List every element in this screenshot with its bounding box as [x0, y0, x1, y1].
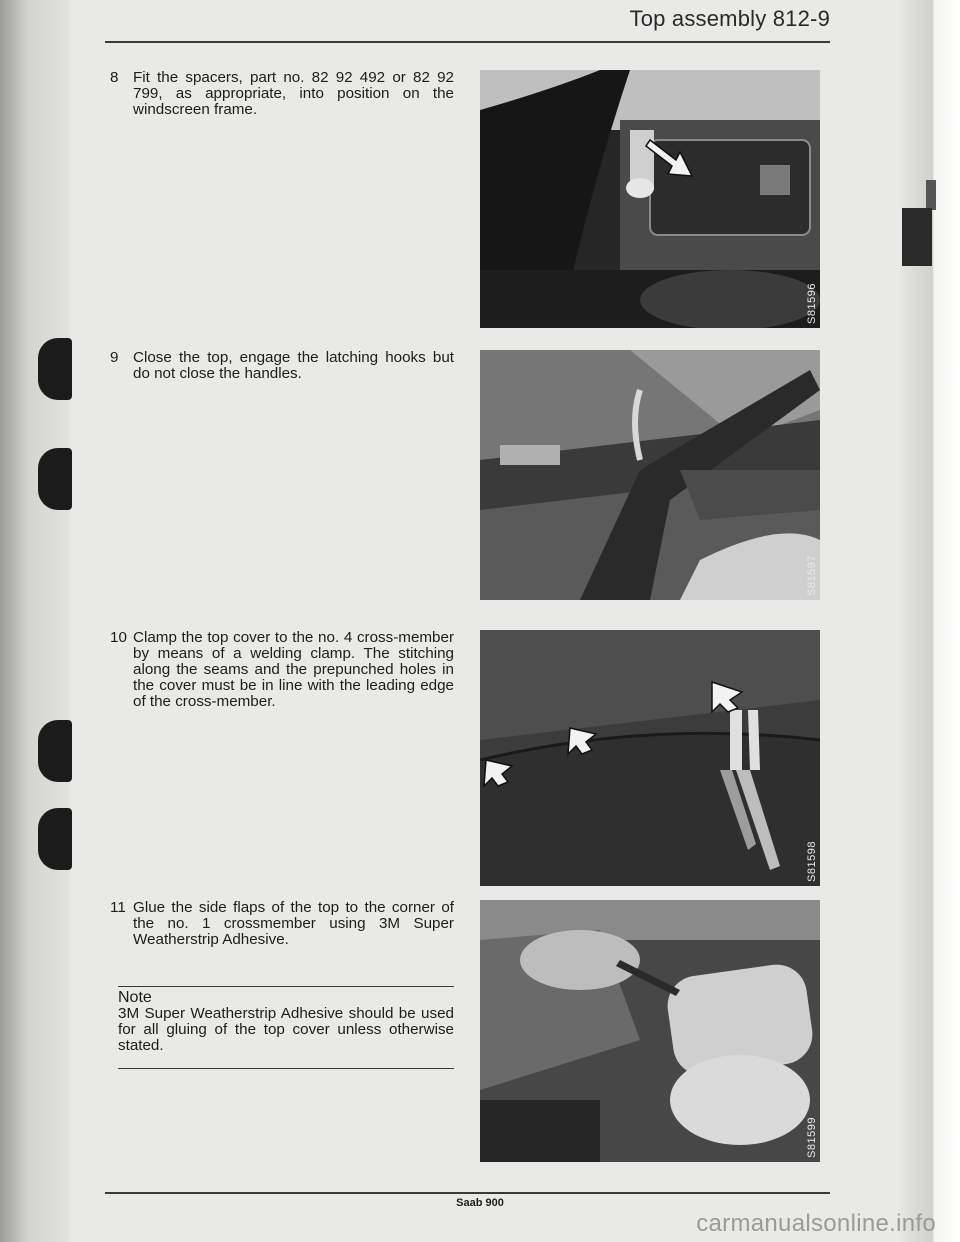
binder-hole-mark — [38, 720, 72, 782]
step-number: 10 — [110, 629, 127, 646]
page-left-edge — [0, 0, 70, 1242]
page-title: Top assembly 812-9 — [629, 6, 830, 31]
note-text: 3M Super Weatherstrip Adhesive should be used for all gluing of the top cover unless otherwise stated. — [118, 1005, 454, 1054]
step-11 — [112, 900, 454, 948]
step-10 — [112, 630, 454, 710]
note-block — [118, 990, 454, 1054]
note-rule-bottom — [118, 1068, 454, 1069]
step-number: 9 — [110, 349, 119, 366]
binder-hole-mark — [38, 448, 72, 510]
step-text: Glue the side flaps of the top to the corner of the no. 1 crossmember using 3M Super Weatherstrip Adhesive. — [133, 899, 454, 948]
step-8 — [112, 70, 454, 118]
photo-code: S81599 — [806, 1117, 818, 1158]
watermark: carmanualsonline.info — [696, 1210, 936, 1237]
binder-hole-mark — [38, 808, 72, 870]
photo-code: S81596 — [806, 283, 818, 324]
photo-welding-clamp — [480, 630, 820, 886]
note-title: Note — [118, 989, 152, 1006]
step-text: Clamp the top cover to the no. 4 cross-member by means of a welding clamp. The stitching along the seams and the prepunched holes in the cover must be in line with the leading edge of the cross-member. — [133, 629, 454, 710]
step-text: Fit the spacers, part no. 82 92 492 or 82 92 799, as appropriate, into position on the windscreen frame. — [133, 69, 454, 118]
photo-glue-side-flaps — [480, 900, 820, 1162]
section-tab — [902, 208, 932, 266]
header-rule — [105, 41, 830, 43]
footer-model-label: Saab 900 — [456, 1197, 504, 1209]
binder-hole-spacer — [38, 504, 72, 508]
photo-spacer-windscreen-frame — [480, 70, 820, 328]
step-text: Close the top, engage the latching hooks but do not close the handles. — [133, 349, 454, 382]
footer-rule — [105, 1192, 830, 1194]
photo-top-latching-hooks — [480, 350, 820, 600]
step-9 — [112, 350, 454, 382]
note-rule-top — [118, 986, 454, 987]
binder-hole-mark — [38, 338, 72, 400]
photo-code: S81597 — [806, 555, 818, 596]
photo-code: S81598 — [806, 841, 818, 882]
section-tab-marker — [926, 180, 936, 210]
step-number: 11 — [110, 899, 126, 916]
step-number: 8 — [110, 69, 119, 86]
